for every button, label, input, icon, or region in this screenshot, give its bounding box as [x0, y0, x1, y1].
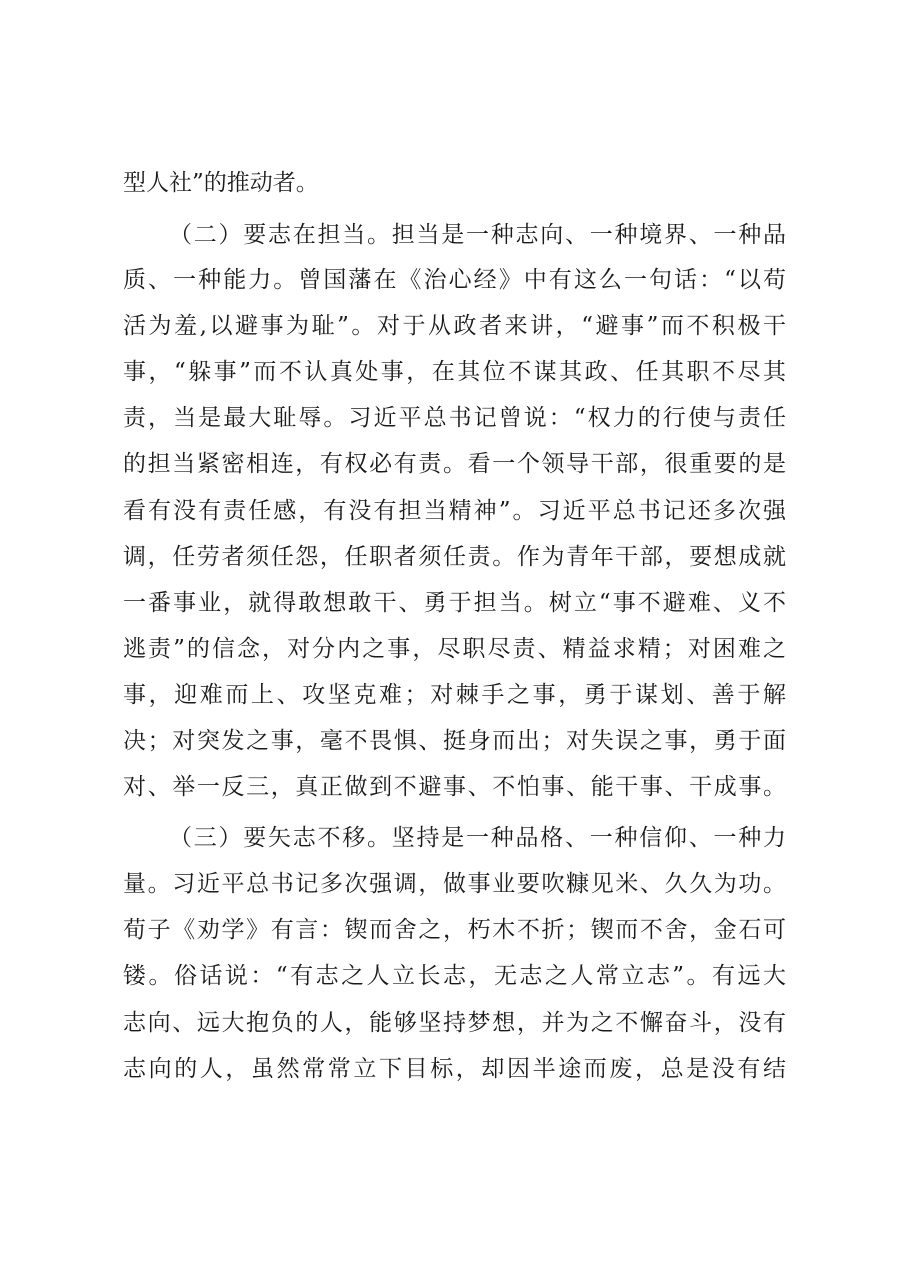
text-line: 量。习近平总书记多次强调，做事业要吹糠见米、久久为功。 [123, 871, 786, 897]
text-line: 一番事业，就得敢想敢干、勇于担当。树立“事不避难、义不 [123, 590, 786, 616]
text-line: 活为羞,以避事为耻”。对于从政者来讲，“避事”而不积极干 [123, 313, 786, 339]
text-line: 责，当是最大耻辱。习近平总书记曾说：“权力的行使与责任 [123, 405, 786, 431]
text-line: 志向、远大抱负的人，能够坚持梦想，并为之不懈奋斗，没有 [123, 1010, 786, 1036]
text-line: 镂。俗话说：“有志之人立长志，无志之人常立志”。有远大 [123, 963, 786, 989]
paragraph-heading-line: （三）要矢志不移。坚持是一种品格、一种信仰、一种力 [169, 825, 786, 851]
text-line: 的担当紧密相连，有权必有责。看一个领导干部，很重要的是 [123, 451, 786, 477]
text-line: 决；对突发之事，毫不畏惧、挺身而出；对失误之事，勇于面 [123, 728, 786, 754]
text-line: 质、一种能力。曾国藩在《治心经》中有这么一句话：“以苟 [123, 267, 786, 293]
text-line: 事，迎难而上、攻坚克难；对棘手之事，勇于谋划、善于解 [123, 682, 786, 708]
text-line: 调，任劳者须任怨，任职者须任责。作为青年干部，要想成就 [123, 544, 786, 570]
text-line: 看有没有责任感，有没有担当精神”。习近平总书记还多次强 [123, 498, 786, 524]
paragraph-heading-line: （二）要志在担当。担当是一种志向、一种境界、一种品 [169, 222, 786, 248]
text-line: 事，“躲事”而不认真处事，在其位不谋其政、任其职不尽其 [123, 359, 786, 385]
text-line: 荀子《劝学》有言：锲而舍之，朽木不折；锲而不舍，金石可 [123, 917, 786, 943]
text-line: 对、举一反三，真正做到不避事、不怕事、能干事、干成事。 [123, 774, 786, 800]
text-line: 型人社”的推动者。 [123, 170, 319, 196]
text-line: 志向的人，虽然常常立下目标，却因半途而废，总是没有结 [123, 1056, 786, 1082]
text-line: 逃责”的信念，对分内之事，尽职尽责、精益求精；对困难之 [123, 636, 786, 662]
